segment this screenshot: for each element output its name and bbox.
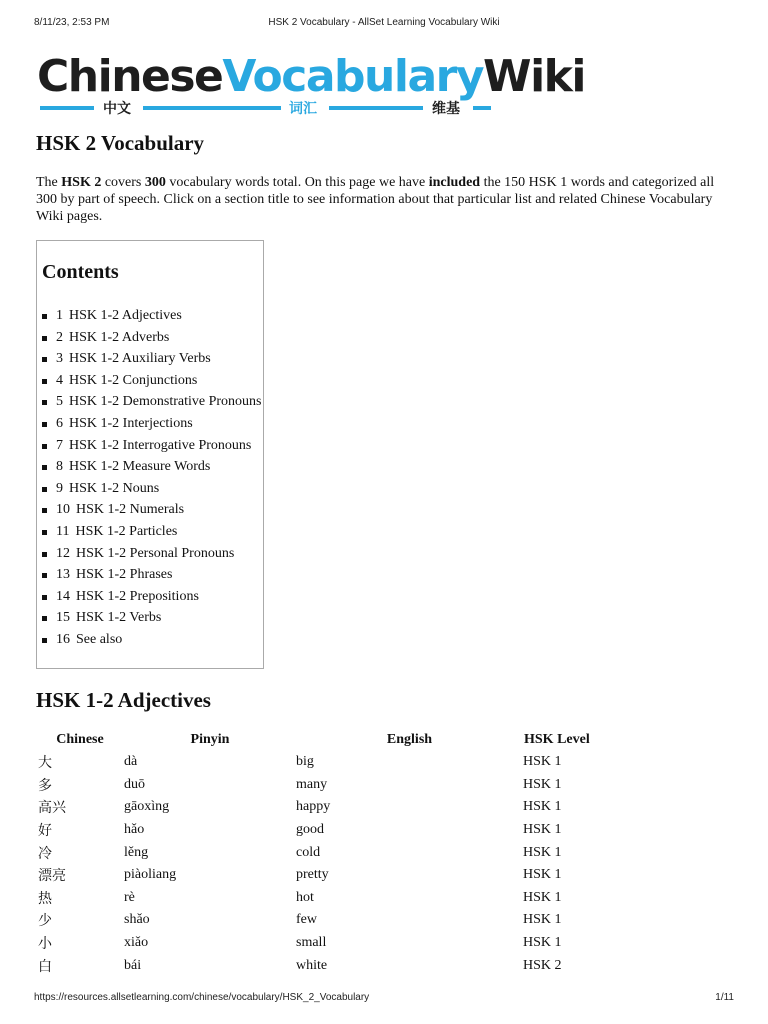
logo-word-vocabulary: Vocabulary bbox=[222, 51, 484, 102]
logo-word-chinese: Chinese bbox=[37, 51, 223, 102]
logo-bar bbox=[40, 106, 94, 110]
toc-item-adverbs[interactable]: 2 HSK 1-2 Adverbs bbox=[37, 327, 262, 349]
toc-item-phrases[interactable]: 13 HSK 1-2 Phrases bbox=[37, 564, 262, 586]
intro-bold-hsk2: HSK 2 bbox=[61, 175, 102, 190]
column-header-chinese: Chinese bbox=[56, 732, 104, 747]
toc-item-nouns[interactable]: 9 HSK 1-2 Nouns bbox=[37, 478, 262, 500]
toc-item-demonstrative-pronouns[interactable]: 5 HSK 1-2 Demonstrative Pronouns bbox=[37, 391, 262, 413]
adjectives-table bbox=[36, 729, 624, 977]
column-header-hsk-level: HSK Level bbox=[524, 732, 590, 747]
logo-cn-cihui: 词汇 bbox=[289, 101, 317, 117]
table-row: 少 shǎo few HSK 1 bbox=[38, 912, 562, 930]
logo-bar bbox=[473, 106, 491, 110]
table-row: 白 bái white HSK 2 bbox=[38, 957, 562, 975]
print-datetime: 8/11/23, 2:53 PM bbox=[34, 17, 110, 28]
toc-item-interjections[interactable]: 6 HSK 1-2 Interjections bbox=[37, 413, 262, 435]
print-footer bbox=[0, 992, 768, 1006]
toc-heading: Contents bbox=[42, 261, 119, 283]
intro-paragraph: The HSK 2 covers 300 vocabulary words total. On this page we have included the 150 HSK 1 words and categorized all 300 by part of speech. Click on a section title to see information about that particular list and related Chinese Vocabulary Wiki pages. bbox=[36, 175, 715, 224]
section-heading-adjectives: HSK 1-2 Adjectives bbox=[36, 688, 211, 712]
table-row: 好 hǎo good HSK 1 bbox=[38, 822, 562, 840]
toc-item-conjunctions[interactable]: 4 HSK 1-2 Conjunctions bbox=[37, 370, 262, 392]
column-header-pinyin: Pinyin bbox=[190, 732, 230, 747]
print-page-number: 1/11 bbox=[715, 992, 734, 1003]
print-doc-title: HSK 2 Vocabulary - AllSet Learning Vocabulary Wiki bbox=[268, 17, 500, 28]
page-title: HSK 2 Vocabulary bbox=[36, 131, 205, 155]
table-row: 小 xiǎo small HSK 1 bbox=[38, 935, 562, 953]
intro-bold-300: 300 bbox=[144, 175, 166, 190]
toc-item-measure-words[interactable]: 8 HSK 1-2 Measure Words bbox=[37, 456, 262, 478]
table-row: 冷 lěng cold HSK 1 bbox=[38, 844, 562, 862]
column-header-english: English bbox=[386, 732, 433, 747]
logo-word-wiki: Wiki bbox=[483, 51, 585, 102]
logo-wordmark bbox=[37, 50, 585, 104]
toc-item-personal-pronouns[interactable]: 12 HSK 1-2 Personal Pronouns bbox=[37, 543, 262, 565]
toc-item-adjectives[interactable]: 1 HSK 1-2 Adjectives bbox=[37, 305, 262, 327]
toc-item-particles[interactable]: 11 HSK 1-2 Particles bbox=[37, 521, 262, 543]
intro-bold-included: included bbox=[428, 175, 481, 190]
table-row: 大 dà big HSK 1 bbox=[38, 754, 562, 772]
logo-cn-zhongwen: 中文 bbox=[103, 101, 131, 117]
print-header bbox=[0, 17, 768, 31]
table-row: 漂亮 piàoliang pretty HSK 1 bbox=[38, 867, 562, 885]
toc-item-auxiliary-verbs[interactable]: 3 HSK 1-2 Auxiliary Verbs bbox=[37, 348, 262, 370]
toc-list bbox=[37, 305, 262, 651]
print-url: https://resources.allsetlearning.com/chinese/vocabulary/HSK_2_Vocabulary bbox=[34, 992, 370, 1003]
toc-item-prepositions[interactable]: 14 HSK 1-2 Prepositions bbox=[37, 586, 262, 608]
logo-bar bbox=[329, 106, 423, 110]
table-row: 多 duō many HSK 1 bbox=[38, 776, 562, 794]
site-logo[interactable] bbox=[37, 50, 585, 120]
table-row: 高兴 gāoxìng happy HSK 1 bbox=[38, 799, 562, 817]
toc-item-verbs[interactable]: 15 HSK 1-2 Verbs bbox=[37, 607, 262, 629]
logo-cn-weiji: 维基 bbox=[432, 101, 460, 117]
table-header-row bbox=[36, 729, 624, 751]
toc-item-numerals[interactable]: 10 HSK 1-2 Numerals bbox=[37, 499, 262, 521]
table-row: 热 rè hot HSK 1 bbox=[38, 889, 562, 907]
toc-item-see-also[interactable]: 16 See also bbox=[37, 629, 262, 651]
logo-bar bbox=[143, 106, 281, 110]
toc-item-interrogative-pronouns[interactable]: 7 HSK 1-2 Interrogative Pronouns bbox=[37, 435, 262, 457]
table-of-contents bbox=[36, 240, 264, 669]
